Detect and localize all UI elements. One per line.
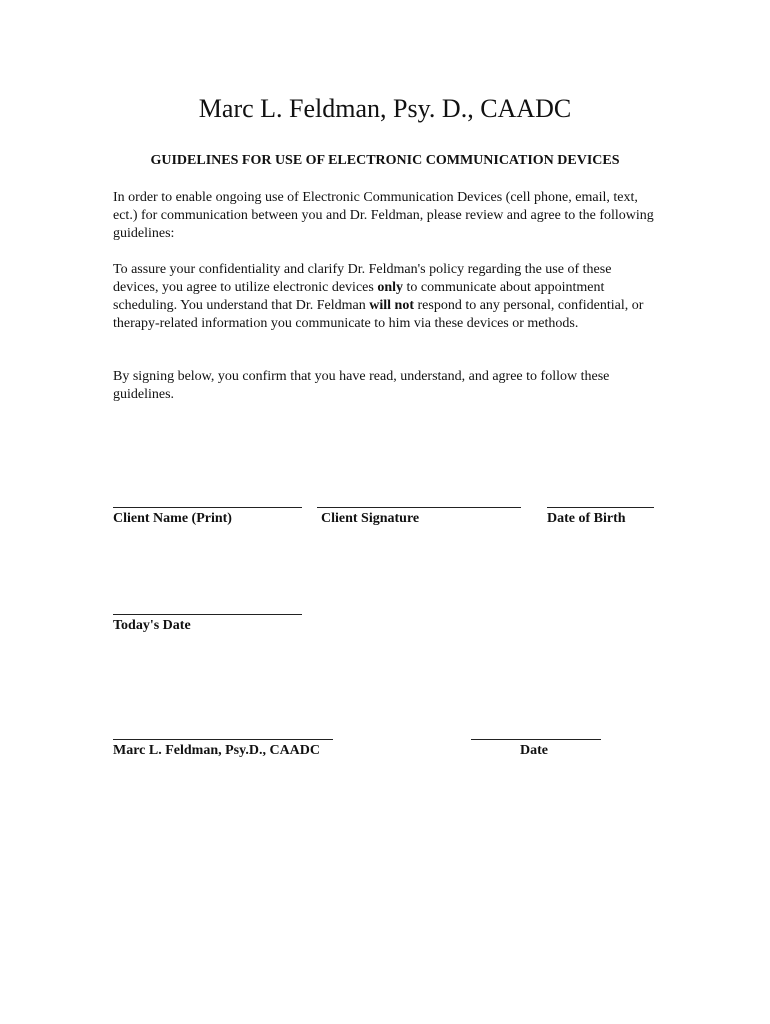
intro-paragraph: In order to enable ongoing use of Electronic Communication Devices (cell phone, email, text, ect.) for communication between you and Dr. Feldman, please review and agree to the following guidelines: bbox=[113, 190, 654, 241]
client-name-label: Client Name (Print) bbox=[113, 511, 232, 526]
policy-paragraph bbox=[113, 261, 658, 333]
date-of-birth-line[interactable] bbox=[547, 507, 654, 508]
confirmation-paragraph: By signing below, you confirm that you have read, understand, and agree to follow these guidelines. bbox=[113, 369, 610, 402]
policy-text-2: to communicate about appointment scheduling. You understand that Dr. Feldman bbox=[113, 280, 605, 313]
policy-text-3: respond to any personal, confidential, or therapy-related information you communicate to him via these devices or methods. bbox=[113, 298, 644, 331]
date-of-birth-label: Date of Birth bbox=[547, 511, 626, 526]
provider-label: Marc L. Feldman, Psy.D., CAADC bbox=[113, 743, 321, 758]
provider-date-label: Date bbox=[520, 743, 548, 758]
provider-date-line[interactable] bbox=[471, 739, 601, 740]
policy-text-1: To assure your confidentiality and clarify Dr. Feldman's policy regarding the use of these devices, you agree to utilize electronic devices bbox=[113, 262, 612, 295]
policy-emphasis-will-not: will not bbox=[369, 298, 414, 313]
provider-signature-line[interactable] bbox=[113, 739, 333, 740]
todays-date-line[interactable] bbox=[113, 614, 302, 615]
client-signature-line[interactable] bbox=[317, 507, 521, 508]
client-signature-label: Client Signature bbox=[321, 511, 420, 526]
document-heading: GUIDELINES FOR USE OF ELECTRONIC COMMUNICATION DEVICES bbox=[150, 153, 620, 168]
todays-date-label: Today's Date bbox=[113, 618, 191, 633]
policy-emphasis-only: only bbox=[377, 280, 404, 295]
client-name-line[interactable] bbox=[113, 507, 302, 508]
document-title: Marc L. Feldman, Psy. D., CAADC bbox=[198, 94, 572, 123]
